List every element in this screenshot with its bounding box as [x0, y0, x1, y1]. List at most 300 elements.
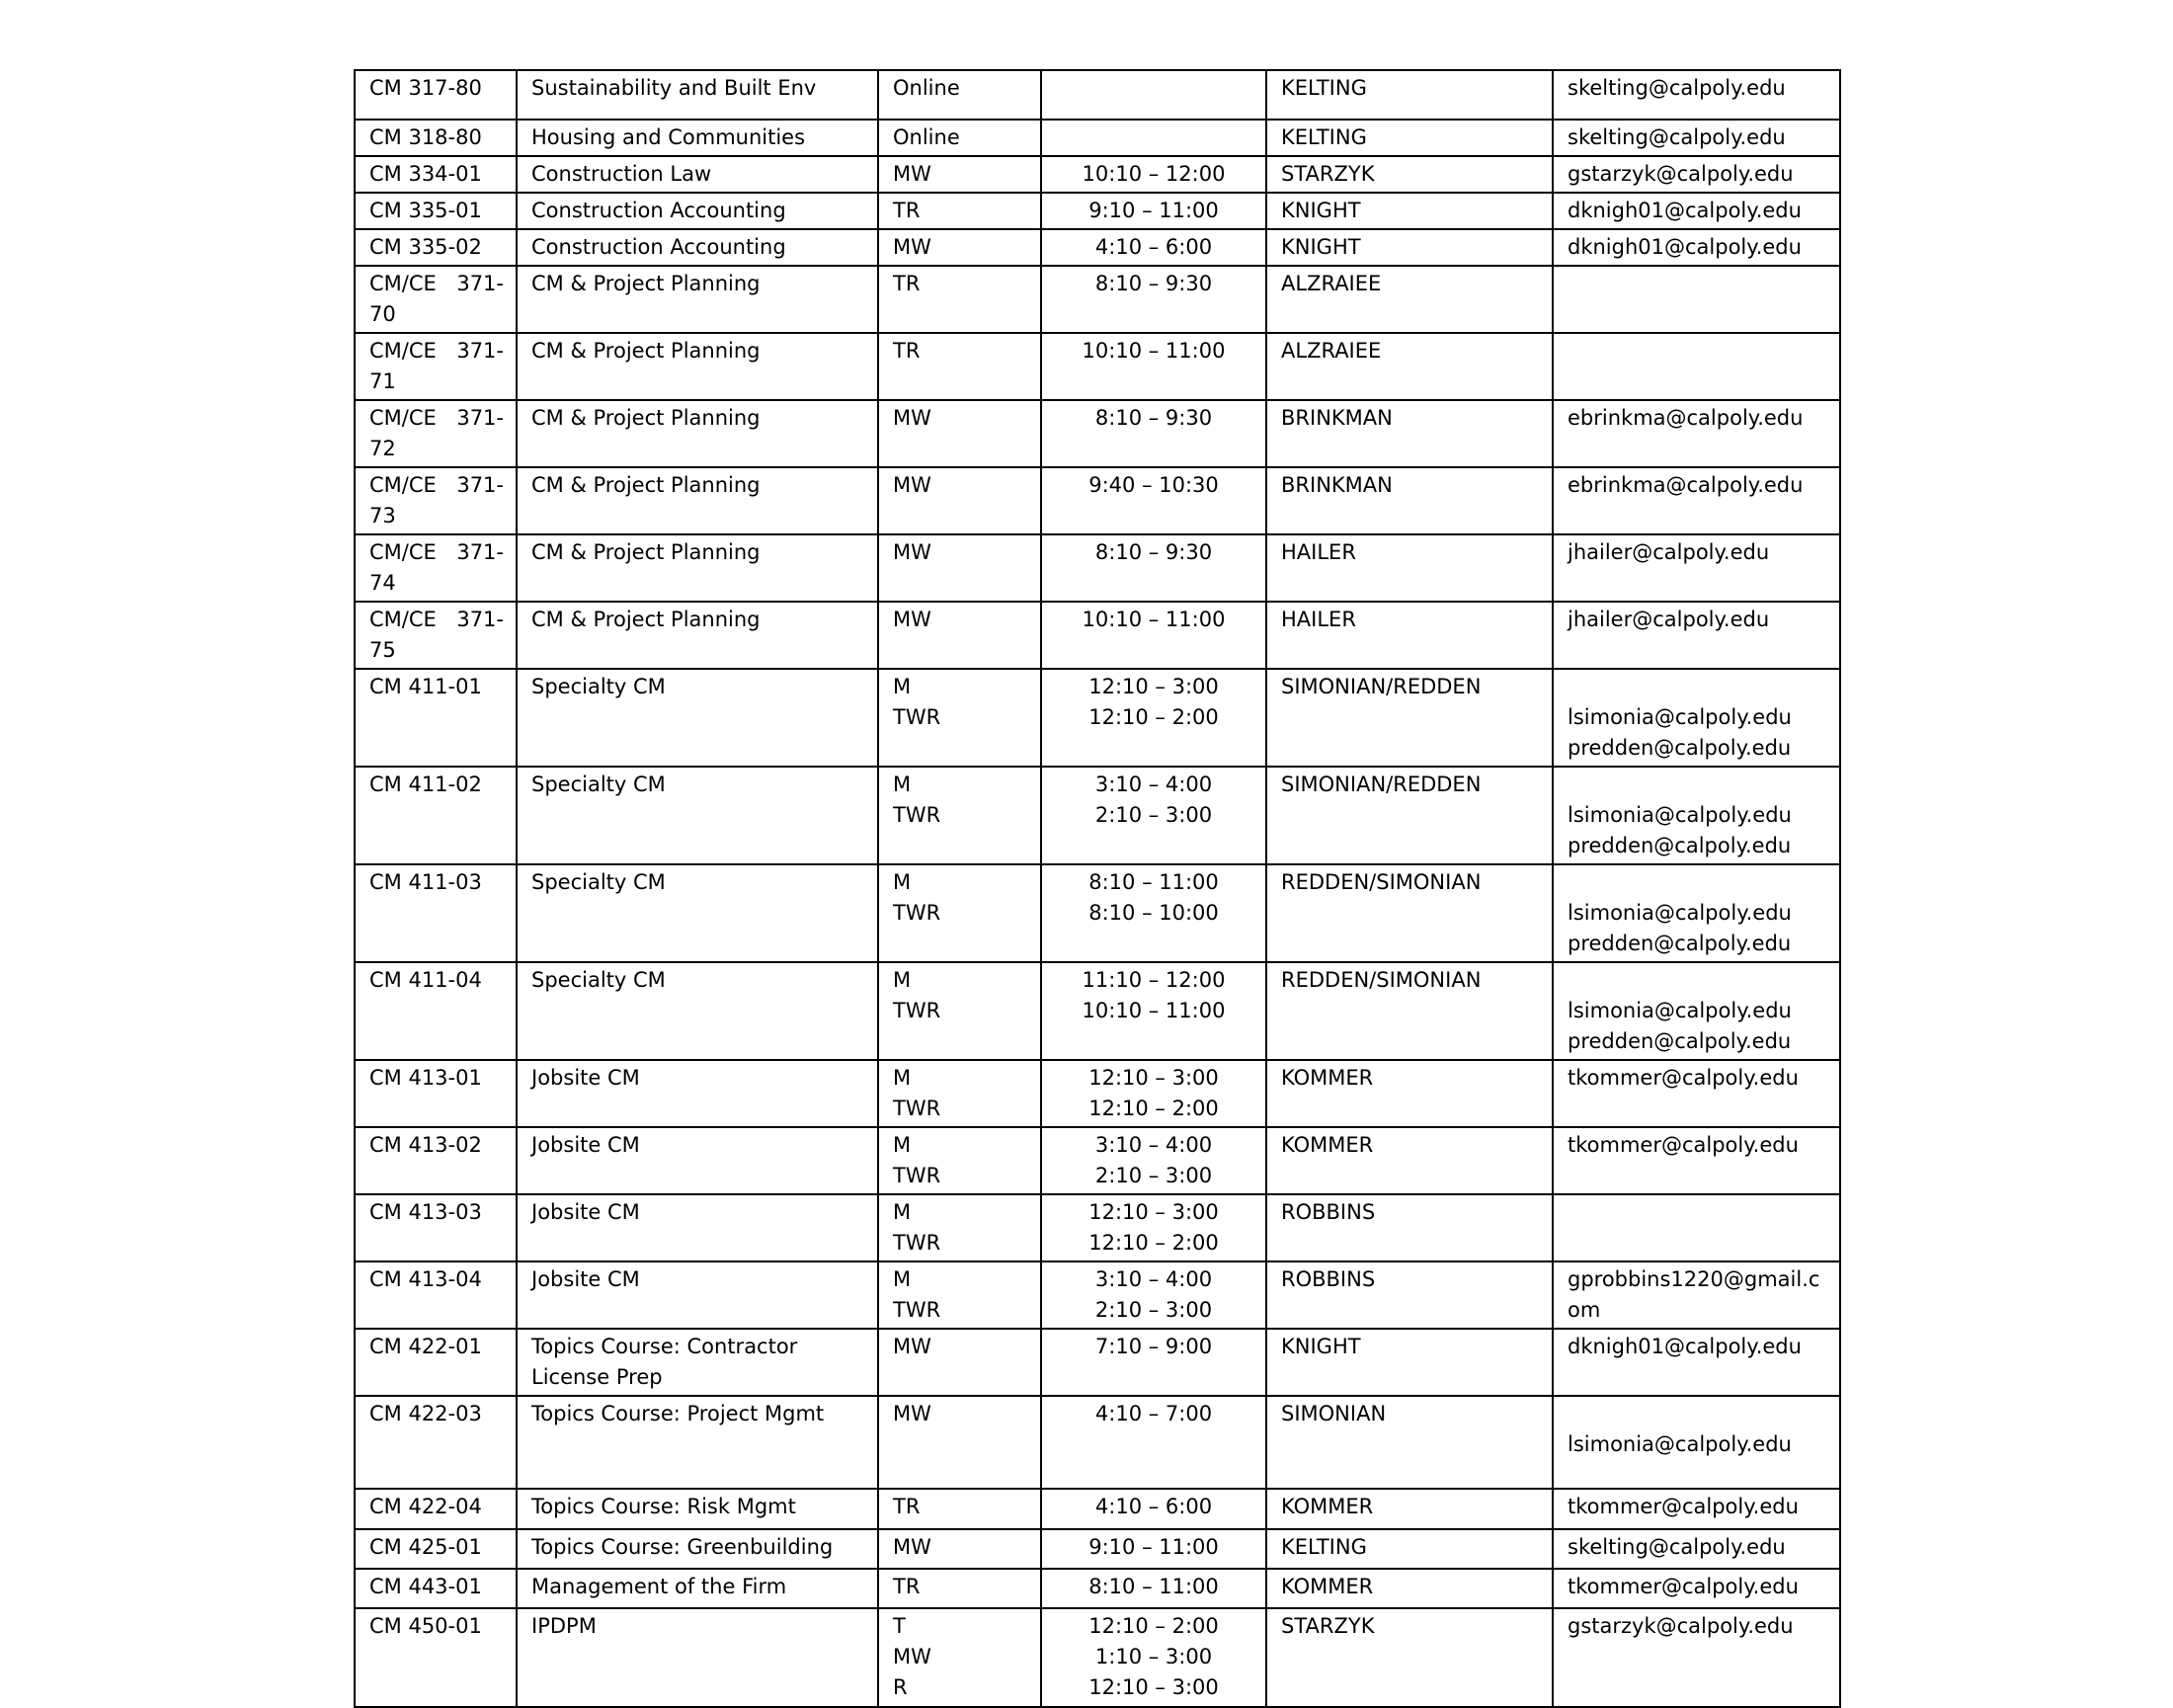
email-cell: [1553, 1329, 1840, 1396]
meeting-days: TR: [893, 272, 921, 295]
table-row: [355, 229, 1840, 266]
instructor-email: ebrinkma@calpoly.edu: [1568, 473, 1804, 497]
course-code-cell: [355, 1569, 517, 1608]
table-row: [355, 333, 1840, 400]
days-cell: [878, 400, 1041, 467]
days-cell: [878, 1127, 1041, 1194]
course-title: Housing and Communities: [531, 125, 806, 149]
instructor-cell: [1266, 467, 1553, 534]
course-title: Construction Accounting: [531, 235, 786, 259]
email-cell: [1553, 1261, 1840, 1329]
course-code-cell: [355, 70, 517, 120]
email-cell: [1553, 70, 1840, 120]
meeting-days: M: [893, 1200, 912, 1224]
instructor-email: skelting@calpoly.edu: [1568, 76, 1786, 100]
instructor-email: predden@calpoly.edu: [1568, 834, 1792, 857]
course-title: CM & Project Planning: [531, 608, 761, 631]
course-code-cell: [355, 1489, 517, 1529]
instructor-email: predden@calpoly.edu: [1568, 736, 1792, 760]
instructor-cell: [1266, 1529, 1553, 1569]
table-row: [355, 534, 1840, 602]
course-code: CM 413-04: [369, 1267, 482, 1291]
instructor-cell: [1266, 333, 1553, 400]
table-row: [355, 767, 1840, 864]
email-cell: [1553, 669, 1840, 767]
instructor-cell: [1266, 1329, 1553, 1396]
days-cell: [878, 1489, 1041, 1529]
course-title-cell: [517, 1529, 878, 1569]
course-code: CM 422-01: [369, 1335, 482, 1358]
instructor-cell: [1266, 1608, 1553, 1707]
instructor-name: ROBBINS: [1281, 1200, 1376, 1224]
meeting-days: MW: [893, 1402, 931, 1425]
table-row: [355, 1194, 1840, 1261]
meeting-time: 9:10 – 11:00: [1088, 1535, 1219, 1559]
meeting-days: R: [893, 1675, 908, 1699]
table-row: [355, 1489, 1840, 1529]
instructor-email: tkommer@calpoly.edu: [1568, 1495, 1799, 1518]
table-row: [355, 1127, 1840, 1194]
instructor-name: KNIGHT: [1281, 235, 1361, 259]
meeting-time: 12:10 – 2:00: [1088, 705, 1219, 729]
course-code: CM 317-80: [369, 76, 482, 100]
instructor-email: gprobbins1220@gmail.com: [1568, 1267, 1820, 1322]
course-title-cell: [517, 333, 878, 400]
course-title-cell: [517, 962, 878, 1060]
course-title: CM & Project Planning: [531, 339, 761, 363]
instructor-cell: [1266, 1489, 1553, 1529]
course-title: Specialty CM: [531, 675, 666, 698]
course-title-cell: [517, 229, 878, 266]
days-cell: [878, 864, 1041, 962]
time-cell: [1041, 467, 1266, 534]
email-cell: [1553, 1569, 1840, 1608]
time-cell: [1041, 1194, 1266, 1261]
table-row: [355, 602, 1840, 669]
time-cell: [1041, 1569, 1266, 1608]
meeting-days: MW: [893, 608, 931, 631]
table-row: [355, 1396, 1840, 1489]
course-title-cell: [517, 1261, 878, 1329]
meeting-time: 3:10 – 4:00: [1094, 1133, 1213, 1157]
email-cell: [1553, 602, 1840, 669]
table-row: [355, 156, 1840, 193]
course-title-cell: [517, 193, 878, 229]
meeting-time: 8:10 – 11:00: [1088, 870, 1219, 894]
instructor-name: HAILER: [1281, 540, 1356, 564]
table-row: [355, 962, 1840, 1060]
meeting-days: M: [893, 1066, 912, 1090]
meeting-days: TWR: [893, 1298, 941, 1322]
instructor-name: KELTING: [1281, 125, 1367, 149]
course-code-cell: [355, 156, 517, 193]
meeting-time: 4:10 – 7:00: [1094, 1402, 1213, 1425]
course-title-cell: [517, 1060, 878, 1127]
days-cell: [878, 1608, 1041, 1707]
meeting-days: Online: [893, 76, 960, 100]
instructor-name: BRINKMAN: [1281, 473, 1393, 497]
course-code: CM 335-02: [369, 235, 482, 259]
meeting-time: 8:10 – 10:00: [1088, 901, 1219, 925]
course-code-cell: [355, 864, 517, 962]
meeting-time: 3:10 – 4:00: [1094, 773, 1213, 796]
course-code: CM/CE 371-73: [369, 473, 504, 528]
instructor-email: lsimonia@calpoly.edu: [1568, 803, 1792, 827]
course-code-cell: [355, 1329, 517, 1396]
course-code-cell: [355, 193, 517, 229]
course-title-cell: [517, 400, 878, 467]
instructor-email: gstarzyk@calpoly.edu: [1568, 162, 1794, 186]
meeting-time: 9:10 – 11:00: [1088, 199, 1219, 222]
instructor-name: SIMONIAN/REDDEN: [1281, 773, 1482, 796]
table-row: [355, 1608, 1840, 1707]
email-cell: [1553, 333, 1840, 400]
meeting-time: 4:10 – 6:00: [1094, 1495, 1213, 1518]
instructor-name: REDDEN/SIMONIAN: [1281, 870, 1482, 894]
instructor-name: ROBBINS: [1281, 1267, 1376, 1291]
days-cell: [878, 962, 1041, 1060]
course-title: Specialty CM: [531, 870, 666, 894]
instructor-name: KELTING: [1281, 76, 1367, 100]
meeting-time: 12:10 – 3:00: [1088, 1675, 1219, 1699]
table-row: [355, 467, 1840, 534]
email-cell: [1553, 193, 1840, 229]
meeting-days: M: [893, 675, 912, 698]
instructor-cell: [1266, 962, 1553, 1060]
time-cell: [1041, 266, 1266, 333]
instructor-name: KOMMER: [1281, 1495, 1374, 1518]
course-code: CM 413-01: [369, 1066, 482, 1090]
meeting-days: MW: [893, 540, 931, 564]
time-cell: [1041, 962, 1266, 1060]
meeting-time: 2:10 – 3:00: [1094, 803, 1213, 827]
table-row: [355, 1529, 1840, 1569]
time-cell: [1041, 1396, 1266, 1489]
time-cell: [1041, 1608, 1266, 1707]
time-cell: [1041, 120, 1266, 156]
time-cell: [1041, 864, 1266, 962]
days-cell: [878, 602, 1041, 669]
meeting-time: 12:10 – 3:00: [1088, 1066, 1219, 1090]
instructor-cell: [1266, 1396, 1553, 1489]
email-cell: [1553, 1060, 1840, 1127]
days-cell: [878, 669, 1041, 767]
instructor-name: SIMONIAN/REDDEN: [1281, 675, 1482, 698]
instructor-cell: [1266, 864, 1553, 962]
meeting-time: 10:10 – 11:00: [1082, 608, 1226, 631]
time-cell: [1041, 229, 1266, 266]
meeting-time: 8:10 – 9:30: [1094, 540, 1213, 564]
course-code: CM 413-03: [369, 1200, 482, 1224]
course-code-cell: [355, 120, 517, 156]
instructor-cell: [1266, 602, 1553, 669]
course-code-cell: [355, 266, 517, 333]
instructor-name: ALZRAIEE: [1281, 272, 1382, 295]
meeting-days: MW: [893, 1335, 931, 1358]
meeting-time: 12:10 – 2:00: [1088, 1231, 1219, 1255]
course-code-cell: [355, 1261, 517, 1329]
email-cell: [1553, 120, 1840, 156]
time-cell: [1041, 333, 1266, 400]
course-title-cell: [517, 767, 878, 864]
days-cell: [878, 1329, 1041, 1396]
instructor-email: tkommer@calpoly.edu: [1568, 1575, 1799, 1598]
course-code: CM 422-03: [369, 1402, 482, 1425]
course-title-cell: [517, 1608, 878, 1707]
course-title-cell: [517, 467, 878, 534]
course-code: CM 413-02: [369, 1133, 482, 1157]
email-cell: [1553, 1529, 1840, 1569]
course-code-cell: [355, 767, 517, 864]
instructor-cell: [1266, 669, 1553, 767]
time-cell: [1041, 1261, 1266, 1329]
email-cell: [1553, 767, 1840, 864]
instructor-cell: [1266, 1569, 1553, 1608]
instructor-cell: [1266, 229, 1553, 266]
table-row: [355, 70, 1840, 120]
email-cell: [1553, 266, 1840, 333]
course-code: CM/CE 371-70: [369, 272, 504, 326]
course-title: Construction Law: [531, 162, 712, 186]
email-cell: [1553, 1489, 1840, 1529]
instructor-email: lsimonia@calpoly.edu: [1568, 999, 1792, 1022]
instructor-email: dknigh01@calpoly.edu: [1568, 235, 1802, 259]
instructor-email: dknigh01@calpoly.edu: [1568, 1335, 1802, 1358]
course-title-cell: [517, 1329, 878, 1396]
table-row: [355, 1060, 1840, 1127]
time-cell: [1041, 1329, 1266, 1396]
instructor-cell: [1266, 266, 1553, 333]
meeting-days: MW: [893, 1535, 931, 1559]
course-title-cell: [517, 1396, 878, 1489]
days-cell: [878, 1529, 1041, 1569]
days-cell: [878, 1569, 1041, 1608]
instructor-cell: [1266, 193, 1553, 229]
course-title-cell: [517, 864, 878, 962]
meeting-days: M: [893, 968, 912, 992]
course-title-cell: [517, 669, 878, 767]
course-title: IPDPM: [531, 1614, 597, 1638]
days-cell: [878, 767, 1041, 864]
course-code-cell: [355, 1608, 517, 1707]
email-cell: [1553, 156, 1840, 193]
days-cell: [878, 120, 1041, 156]
instructor-email: predden@calpoly.edu: [1568, 1029, 1792, 1053]
instructor-cell: [1266, 156, 1553, 193]
email-cell: [1553, 534, 1840, 602]
instructor-name: BRINKMAN: [1281, 406, 1393, 430]
days-cell: [878, 266, 1041, 333]
meeting-time: 10:10 – 12:00: [1082, 162, 1226, 186]
course-title-cell: [517, 1489, 878, 1529]
course-code-cell: [355, 229, 517, 266]
instructor-name: ALZRAIEE: [1281, 339, 1382, 363]
days-cell: [878, 1261, 1041, 1329]
instructor-cell: [1266, 70, 1553, 120]
instructor-name: KNIGHT: [1281, 199, 1361, 222]
meeting-days: T: [893, 1614, 906, 1638]
meeting-time: 12:10 – 3:00: [1088, 1200, 1219, 1224]
instructor-email: tkommer@calpoly.edu: [1568, 1066, 1799, 1090]
days-cell: [878, 1060, 1041, 1127]
instructor-cell: [1266, 1194, 1553, 1261]
course-code: CM/CE 371-75: [369, 608, 504, 662]
table-row: [355, 1329, 1840, 1396]
days-cell: [878, 333, 1041, 400]
instructor-name: KOMMER: [1281, 1575, 1374, 1598]
course-code: CM/CE 371-72: [369, 406, 504, 460]
instructor-cell: [1266, 1261, 1553, 1329]
course-code: CM/CE 371-74: [369, 540, 504, 595]
course-title: Construction Accounting: [531, 199, 786, 222]
instructor-email: lsimonia@calpoly.edu: [1568, 705, 1792, 729]
meeting-time: 12:10 – 3:00: [1088, 675, 1219, 698]
meeting-time: 4:10 – 6:00: [1094, 235, 1213, 259]
days-cell: [878, 1194, 1041, 1261]
course-title: Jobsite CM: [531, 1267, 640, 1291]
course-title: Jobsite CM: [531, 1066, 640, 1090]
meeting-days: M: [893, 773, 912, 796]
time-cell: [1041, 193, 1266, 229]
instructor-name: HAILER: [1281, 608, 1356, 631]
email-cell: [1553, 467, 1840, 534]
course-code-cell: [355, 1060, 517, 1127]
meeting-days: MW: [893, 235, 931, 259]
course-code: CM 335-01: [369, 199, 482, 222]
meeting-time: 11:10 – 12:00: [1082, 968, 1226, 992]
instructor-cell: [1266, 1127, 1553, 1194]
instructor-name: KNIGHT: [1281, 1335, 1361, 1358]
email-cell: [1553, 1608, 1840, 1707]
instructor-email: ebrinkma@calpoly.edu: [1568, 406, 1804, 430]
days-cell: [878, 156, 1041, 193]
course-title: Sustainability and Built Env: [531, 76, 817, 100]
meeting-days: M: [893, 1267, 912, 1291]
course-code-cell: [355, 669, 517, 767]
course-code: CM 411-02: [369, 773, 482, 796]
course-code: CM 443-01: [369, 1575, 482, 1598]
email-cell: [1553, 962, 1840, 1060]
meeting-days: TWR: [893, 803, 941, 827]
instructor-email: lsimonia@calpoly.edu: [1568, 901, 1792, 925]
days-cell: [878, 1396, 1041, 1489]
course-code: CM 422-04: [369, 1495, 482, 1518]
course-title: Specialty CM: [531, 773, 666, 796]
time-cell: [1041, 70, 1266, 120]
course-title: CM & Project Planning: [531, 406, 761, 430]
instructor-name: STARZYK: [1281, 1614, 1375, 1638]
course-title: Specialty CM: [531, 968, 666, 992]
meeting-days: TWR: [893, 901, 941, 925]
meeting-days: TR: [893, 339, 921, 363]
course-title: Topics Course: Project Mgmt: [531, 1402, 825, 1425]
course-code-cell: [355, 1529, 517, 1569]
instructor-email: jhailer@calpoly.edu: [1568, 540, 1770, 564]
time-cell: [1041, 767, 1266, 864]
course-code: CM 318-80: [369, 125, 482, 149]
meeting-days: TWR: [893, 1231, 941, 1255]
table-row: [355, 400, 1840, 467]
meeting-days: TWR: [893, 999, 941, 1022]
time-cell: [1041, 1127, 1266, 1194]
days-cell: [878, 70, 1041, 120]
days-cell: [878, 467, 1041, 534]
time-cell: [1041, 602, 1266, 669]
instructor-email: lsimonia@calpoly.edu: [1568, 1432, 1792, 1456]
course-code-cell: [355, 333, 517, 400]
meeting-days: M: [893, 1133, 912, 1157]
course-title-cell: [517, 266, 878, 333]
course-code: CM 425-01: [369, 1535, 482, 1559]
instructor-email: predden@calpoly.edu: [1568, 932, 1792, 955]
course-title-cell: [517, 70, 878, 120]
instructor-name: KOMMER: [1281, 1066, 1374, 1090]
course-title: Management of the Firm: [531, 1575, 787, 1598]
meeting-days: M: [893, 870, 912, 894]
meeting-time: 12:10 – 2:00: [1088, 1097, 1219, 1120]
course-title-cell: [517, 156, 878, 193]
table-row: [355, 193, 1840, 229]
instructor-email: tkommer@calpoly.edu: [1568, 1133, 1799, 1157]
days-cell: [878, 193, 1041, 229]
course-code-cell: [355, 467, 517, 534]
days-cell: [878, 229, 1041, 266]
meeting-time: 12:10 – 2:00: [1088, 1614, 1219, 1638]
table-row: [355, 669, 1840, 767]
course-title: Topics Course: Greenbuilding: [531, 1535, 834, 1559]
email-cell: [1553, 1396, 1840, 1489]
course-title: CM & Project Planning: [531, 540, 761, 564]
table-row: [355, 266, 1840, 333]
meeting-time: 3:10 – 4:00: [1094, 1267, 1213, 1291]
instructor-name: REDDEN/SIMONIAN: [1281, 968, 1482, 992]
course-title-cell: [517, 120, 878, 156]
course-code: CM 450-01: [369, 1614, 482, 1638]
course-code: CM 411-01: [369, 675, 482, 698]
schedule-body: [355, 70, 1840, 1707]
course-code-cell: [355, 1194, 517, 1261]
meeting-time: 7:10 – 9:00: [1094, 1335, 1213, 1358]
meeting-time: 1:10 – 3:00: [1094, 1645, 1213, 1668]
instructor-name: STARZYK: [1281, 162, 1375, 186]
meeting-days: MW: [893, 1645, 931, 1668]
meeting-days: MW: [893, 162, 931, 186]
days-cell: [878, 534, 1041, 602]
course-code: CM/CE 371-71: [369, 339, 504, 393]
course-title: Topics Course: Risk Mgmt: [531, 1495, 796, 1518]
meeting-days: TWR: [893, 705, 941, 729]
course-title-cell: [517, 1194, 878, 1261]
email-cell: [1553, 1194, 1840, 1261]
meeting-days: TWR: [893, 1097, 941, 1120]
course-code-cell: [355, 400, 517, 467]
meeting-days: TR: [893, 1495, 921, 1518]
meeting-time: 2:10 – 3:00: [1094, 1164, 1213, 1187]
course-title: Jobsite CM: [531, 1133, 640, 1157]
course-title-cell: [517, 602, 878, 669]
time-cell: [1041, 534, 1266, 602]
email-cell: [1553, 864, 1840, 962]
email-cell: [1553, 400, 1840, 467]
meeting-time: 8:10 – 9:30: [1094, 272, 1213, 295]
time-cell: [1041, 669, 1266, 767]
table-row: [355, 864, 1840, 962]
meeting-days: TR: [893, 1575, 921, 1598]
instructor-cell: [1266, 767, 1553, 864]
meeting-time: 9:40 – 10:30: [1088, 473, 1219, 497]
instructor-name: SIMONIAN: [1281, 1402, 1387, 1425]
email-cell: [1553, 1127, 1840, 1194]
